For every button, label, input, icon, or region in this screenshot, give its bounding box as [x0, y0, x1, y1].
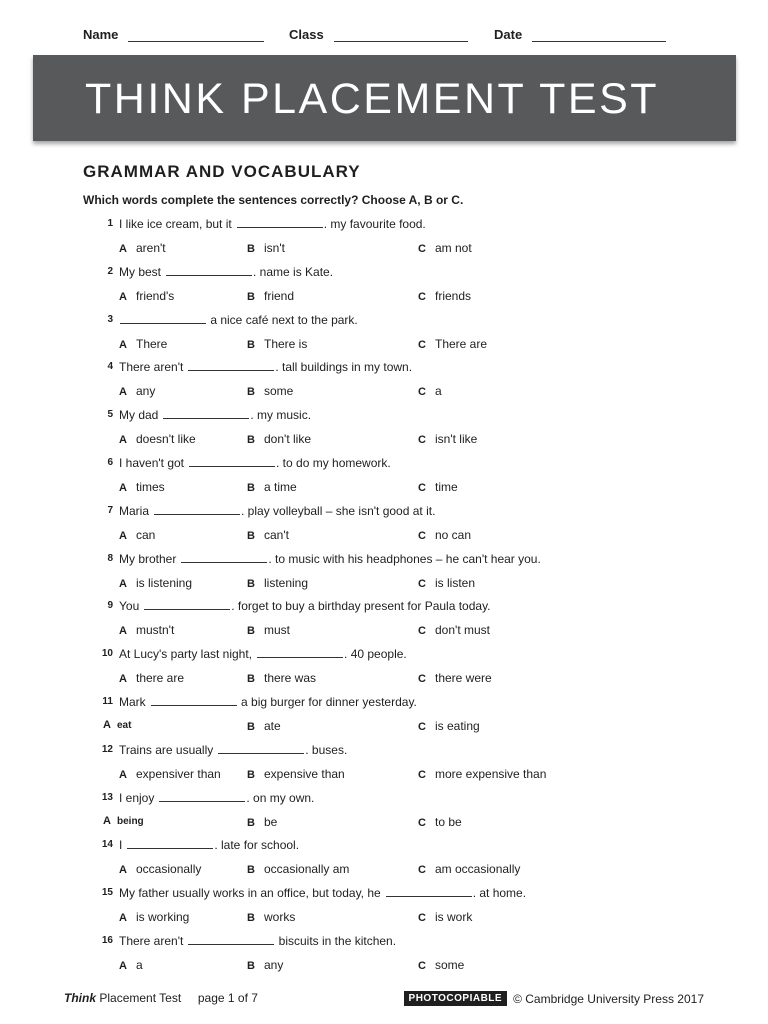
question-text	[119, 934, 396, 948]
option-a[interactable]	[119, 241, 166, 255]
question-text-after: . on my own.	[246, 790, 315, 805]
question-stem	[0, 647, 768, 663]
question-stem	[0, 552, 768, 568]
question-text-before: I haven't got	[119, 455, 185, 470]
question-number: 9	[107, 600, 113, 612]
question-text-after: . name is Kate.	[253, 264, 334, 279]
answer-blank	[159, 792, 245, 802]
option-letter: A	[119, 912, 127, 925]
question-text	[119, 552, 541, 566]
option-b-text: ate	[264, 718, 281, 733]
option-b-text: There is	[264, 336, 308, 351]
option-a[interactable]	[119, 384, 155, 398]
option-a-text: times	[136, 479, 165, 494]
question-item	[0, 934, 768, 982]
question-item	[0, 408, 768, 456]
question-stem	[0, 265, 768, 281]
option-c-text: There are	[435, 336, 488, 351]
option-b[interactable]	[247, 815, 277, 829]
option-c-text: no can	[435, 527, 472, 542]
option-b[interactable]	[247, 384, 293, 398]
option-letter: C	[418, 481, 426, 494]
option-b-text: listening	[264, 575, 309, 590]
option-a-text: mustn't	[136, 623, 175, 638]
question-item	[0, 313, 768, 361]
page-title: THINK PLACEMENT TEST	[85, 75, 660, 123]
option-a-text: is working	[136, 910, 190, 925]
answer-blank	[181, 553, 267, 563]
option-c[interactable]	[418, 480, 458, 494]
option-a[interactable]	[119, 528, 155, 542]
question-item	[0, 217, 768, 265]
option-a[interactable]	[119, 480, 165, 494]
option-c[interactable]	[418, 576, 475, 590]
question-number: 3	[107, 313, 113, 325]
answer-options	[0, 528, 768, 544]
question-number: 15	[101, 887, 113, 899]
option-a-text: any	[136, 384, 156, 399]
question-number: 10	[101, 648, 113, 660]
option-letter: A	[119, 577, 127, 590]
question-stem	[0, 360, 768, 376]
option-b[interactable]	[247, 671, 316, 685]
answer-options	[0, 480, 768, 496]
option-a-text: aren't	[136, 241, 166, 255]
answer-blank	[163, 409, 249, 419]
question-stem	[0, 504, 768, 520]
question-text-before: My dad	[119, 408, 159, 423]
option-c-text: friends	[435, 288, 472, 303]
answer-options	[0, 432, 768, 448]
question-text-before: There aren't	[119, 933, 184, 948]
option-b-text: any	[264, 957, 284, 972]
option-letter: A	[119, 386, 127, 399]
question-list	[0, 217, 768, 982]
option-a[interactable]	[119, 671, 184, 685]
question-text-after: . buses.	[305, 742, 348, 757]
option-letter: C	[418, 434, 426, 447]
question-text	[119, 599, 491, 613]
answer-options	[0, 958, 768, 974]
option-c-text: some	[435, 957, 465, 972]
question-text	[119, 313, 358, 327]
option-letter: A	[119, 864, 127, 877]
option-letter: B	[247, 912, 255, 925]
option-a[interactable]	[119, 337, 167, 351]
answer-options	[0, 815, 768, 831]
option-c-text: am not	[435, 241, 472, 255]
option-c-text: is work	[435, 910, 473, 925]
answer-blank	[151, 696, 237, 706]
option-a-text: doesn't like	[136, 432, 196, 447]
name-input-line[interactable]	[128, 30, 264, 42]
question-number: 8	[107, 552, 113, 564]
answer-options	[0, 767, 768, 783]
question-number: 7	[107, 504, 113, 516]
option-letter: A	[119, 625, 127, 638]
question-stem	[0, 313, 768, 329]
question-number: 1	[107, 218, 113, 229]
option-a[interactable]	[119, 289, 174, 303]
option-c-text: is listen	[435, 575, 476, 590]
answer-options	[0, 289, 768, 305]
option-letter: A	[119, 768, 127, 781]
option-letter: B	[247, 720, 255, 733]
question-text-before: My best	[119, 264, 162, 279]
option-c-text: is eating	[435, 718, 480, 733]
question-text	[119, 217, 426, 231]
option-letter: C	[418, 529, 426, 542]
answer-options	[0, 337, 768, 353]
option-a[interactable]	[103, 815, 144, 827]
question-text-before: Trains are usually	[119, 742, 214, 757]
option-a-text: being	[117, 815, 144, 827]
section-title: GRAMMAR AND VOCABULARY	[83, 162, 361, 181]
option-a[interactable]	[119, 862, 201, 876]
option-letter: B	[247, 959, 255, 972]
option-letter: C	[418, 577, 426, 590]
option-b[interactable]	[247, 719, 281, 733]
footer	[64, 991, 704, 1007]
question-text-before: I like ice cream, but it	[119, 217, 232, 231]
answer-blank	[120, 314, 206, 324]
option-c[interactable]	[418, 862, 520, 876]
option-letter: C	[418, 864, 426, 877]
option-a[interactable]	[119, 623, 174, 637]
question-text	[119, 886, 526, 900]
option-c-text: isn't like	[435, 432, 478, 447]
option-b-text: must	[264, 623, 291, 638]
option-c[interactable]	[418, 241, 472, 255]
question-text	[119, 408, 311, 422]
option-letter: C	[418, 959, 426, 972]
option-letter: C	[418, 386, 426, 399]
option-a[interactable]	[119, 576, 192, 590]
question-text-after: a big burger for dinner yesterday.	[237, 694, 417, 709]
option-c-text: am occasionally	[435, 862, 521, 877]
option-letter: B	[247, 768, 255, 781]
option-c[interactable]	[418, 910, 472, 924]
question-item	[0, 456, 768, 504]
option-b-text: occasionally am	[264, 862, 350, 877]
answer-blank	[257, 648, 343, 658]
option-letter: C	[418, 673, 426, 686]
option-letter: B	[247, 386, 255, 399]
question-text	[119, 791, 314, 805]
option-a-text: friend's	[136, 288, 175, 303]
question-text-before: There aren't	[119, 360, 184, 375]
class-input-line[interactable]	[334, 30, 468, 42]
question-number: 6	[107, 456, 113, 468]
answer-blank	[127, 839, 213, 849]
date-field	[494, 27, 666, 42]
option-b-text: can't	[264, 527, 289, 542]
question-number: 13	[101, 791, 113, 803]
option-letter: A	[103, 718, 111, 731]
title-banner	[33, 55, 736, 141]
option-letter: A	[119, 481, 127, 494]
question-text-before: My brother	[119, 551, 177, 566]
option-c[interactable]	[418, 719, 480, 733]
question-text-before: My father usually works in an office, but today, he	[119, 886, 381, 901]
option-b[interactable]	[247, 910, 295, 924]
option-b-text: works	[264, 910, 296, 925]
option-letter: C	[418, 816, 426, 829]
photocopiable-badge: PHOTOCOPIABLE	[404, 991, 508, 1006]
option-c-text: more expensive than	[435, 766, 547, 781]
option-b-text: don't like	[264, 432, 311, 447]
option-a[interactable]	[103, 719, 131, 731]
question-item	[0, 695, 768, 743]
answer-options	[0, 384, 768, 400]
option-letter: B	[247, 290, 255, 303]
option-letter: C	[418, 912, 426, 925]
answer-options	[0, 671, 768, 687]
option-b-text: there was	[264, 671, 317, 686]
question-item	[0, 743, 768, 791]
option-c[interactable]	[418, 623, 490, 637]
option-b-text: be	[264, 814, 278, 829]
option-letter: B	[247, 529, 255, 542]
question-item	[0, 599, 768, 647]
question-text-after: . my favourite food.	[323, 217, 426, 231]
question-number: 14	[101, 839, 113, 851]
name-field	[83, 27, 264, 42]
option-letter: A	[119, 243, 127, 255]
option-b-text: a time	[264, 479, 297, 494]
question-text	[119, 695, 417, 709]
question-number: 16	[101, 934, 113, 946]
question-text-after: . to do my homework.	[276, 455, 391, 470]
option-b[interactable]	[247, 623, 290, 637]
answer-blank	[188, 361, 274, 371]
question-text-after: . to music with his headphones – he can't hear you.	[268, 551, 541, 566]
footer-page: page 1 of 7	[197, 991, 258, 1005]
question-text	[119, 456, 391, 470]
answer-blank	[166, 266, 252, 276]
option-a-text: a	[136, 957, 143, 972]
option-b[interactable]	[247, 480, 297, 494]
question-text-after: biscuits in the kitchen.	[275, 933, 397, 948]
answer-options	[0, 719, 768, 735]
answer-blank	[188, 935, 274, 945]
question-item	[0, 504, 768, 552]
option-a-text: there are	[136, 671, 185, 686]
option-c[interactable]	[418, 289, 471, 303]
name-label: Name	[83, 27, 119, 42]
class-label: Class	[289, 27, 324, 42]
option-a[interactable]	[119, 432, 196, 446]
question-number: 5	[107, 409, 113, 421]
question-text	[119, 265, 333, 279]
option-c[interactable]	[418, 958, 464, 972]
option-c[interactable]	[418, 384, 442, 398]
answer-blank	[154, 505, 240, 515]
question-number: 12	[101, 743, 113, 755]
question-stem	[0, 838, 768, 854]
option-c-text: a	[435, 384, 442, 399]
footer-right	[404, 991, 704, 1006]
question-number: 11	[102, 695, 113, 707]
option-letter: A	[119, 959, 127, 972]
answer-blank	[386, 887, 472, 897]
option-c[interactable]	[418, 815, 462, 829]
option-b[interactable]	[247, 958, 283, 972]
option-c-text: there were	[435, 671, 492, 686]
answer-options	[0, 623, 768, 639]
question-item	[0, 838, 768, 886]
option-b[interactable]	[247, 576, 308, 590]
footer-copyright: © Cambridge University Press 2017	[513, 991, 704, 1006]
question-stem	[0, 456, 768, 472]
option-c[interactable]	[418, 432, 477, 446]
footer-brand: Think	[64, 991, 96, 1005]
option-c-text: time	[435, 479, 458, 494]
date-label: Date	[494, 27, 523, 42]
option-a-text: There	[136, 336, 168, 351]
question-text-before: Maria	[119, 503, 150, 518]
option-letter: C	[418, 290, 426, 303]
option-b-text: isn't	[264, 241, 285, 255]
option-c[interactable]	[418, 767, 546, 781]
option-letter: B	[247, 338, 255, 351]
option-letter: A	[103, 814, 111, 827]
answer-blank	[189, 457, 275, 467]
option-letter: B	[247, 673, 255, 686]
option-letter: C	[418, 768, 426, 781]
option-letter: A	[119, 290, 127, 303]
option-letter: B	[247, 481, 255, 494]
question-text-after: . my music.	[250, 408, 312, 423]
option-b[interactable]	[247, 767, 345, 781]
question-stem	[0, 791, 768, 807]
question-stem	[0, 743, 768, 759]
option-c[interactable]	[418, 337, 487, 351]
answer-options	[0, 576, 768, 592]
option-letter: B	[247, 243, 255, 255]
question-stem	[0, 886, 768, 902]
question-text	[119, 743, 347, 757]
option-b-text: some	[264, 384, 294, 399]
option-b[interactable]	[247, 432, 311, 446]
option-letter: B	[247, 434, 255, 447]
option-c-text: don't must	[435, 623, 490, 638]
question-text	[119, 504, 435, 518]
option-a[interactable]	[119, 767, 221, 781]
option-c-text: to be	[435, 814, 462, 829]
question-item	[0, 552, 768, 600]
question-item	[0, 265, 768, 313]
question-text-before: At Lucy's party last night,	[119, 647, 253, 662]
question-text-after: . tall buildings in my town.	[275, 360, 413, 375]
option-a-text: can	[136, 527, 156, 542]
question-number: 4	[107, 361, 113, 373]
question-stem	[0, 599, 768, 615]
option-letter: A	[119, 434, 127, 447]
question-text	[119, 838, 299, 852]
option-a-text: occasionally	[136, 862, 202, 877]
option-letter: B	[247, 816, 255, 829]
option-letter: C	[418, 338, 426, 351]
option-a-text: eat	[117, 719, 132, 731]
answer-blank	[237, 218, 323, 228]
option-letter: A	[119, 338, 127, 351]
question-text-after: a nice café next to the park.	[207, 312, 358, 327]
footer-test-name: Placement Test	[99, 991, 182, 1005]
option-b-text: expensive than	[264, 766, 345, 781]
answer-blank	[144, 600, 230, 610]
option-letter: A	[119, 673, 127, 686]
option-letter: B	[247, 625, 255, 638]
question-text-after: . at home.	[472, 886, 527, 901]
option-b[interactable]	[247, 528, 289, 542]
answer-options	[0, 862, 768, 878]
option-a-text: is listening	[136, 575, 193, 590]
option-letter: C	[418, 625, 426, 638]
footer-left	[64, 991, 258, 1005]
option-b[interactable]	[247, 862, 349, 876]
question-item	[0, 360, 768, 408]
option-letter: C	[418, 243, 426, 255]
date-input-line[interactable]	[532, 30, 666, 42]
answer-options	[0, 241, 768, 257]
question-text-before: I	[119, 838, 123, 853]
question-text	[119, 360, 412, 374]
question-text-before: I enjoy	[119, 790, 155, 805]
question-number: 2	[107, 265, 113, 277]
option-a-text: expensiver than	[136, 766, 221, 781]
class-field	[289, 27, 468, 42]
answer-options	[0, 910, 768, 926]
option-letter: A	[119, 529, 127, 542]
question-stem	[0, 934, 768, 950]
question-text-after: . late for school.	[214, 838, 300, 853]
question-stem	[0, 217, 768, 233]
question-text-after: . 40 people.	[344, 647, 407, 662]
question-stem	[0, 408, 768, 424]
option-letter: B	[247, 864, 255, 877]
answer-blank	[218, 744, 304, 754]
option-b[interactable]	[247, 337, 307, 351]
question-text-before: You	[119, 599, 140, 614]
option-b-text: friend	[264, 288, 295, 303]
question-item	[0, 886, 768, 934]
instructions: Which words complete the sentences correctly? Choose A, B or C.	[83, 193, 464, 207]
option-a[interactable]	[119, 958, 143, 972]
question-text-after: . forget to buy a birthday present for Paula today.	[231, 599, 491, 614]
question-text-after: . play volleyball – she isn't good at it.	[241, 503, 436, 518]
option-a[interactable]	[119, 910, 189, 924]
option-b[interactable]	[247, 241, 285, 255]
option-letter: C	[418, 720, 426, 733]
option-c[interactable]	[418, 671, 492, 685]
question-text	[119, 647, 407, 661]
option-b[interactable]	[247, 289, 294, 303]
question-stem	[0, 695, 768, 711]
question-text-before: Mark	[119, 694, 146, 709]
question-item	[0, 647, 768, 695]
option-letter: B	[247, 577, 255, 590]
question-item	[0, 791, 768, 839]
option-c[interactable]	[418, 528, 471, 542]
